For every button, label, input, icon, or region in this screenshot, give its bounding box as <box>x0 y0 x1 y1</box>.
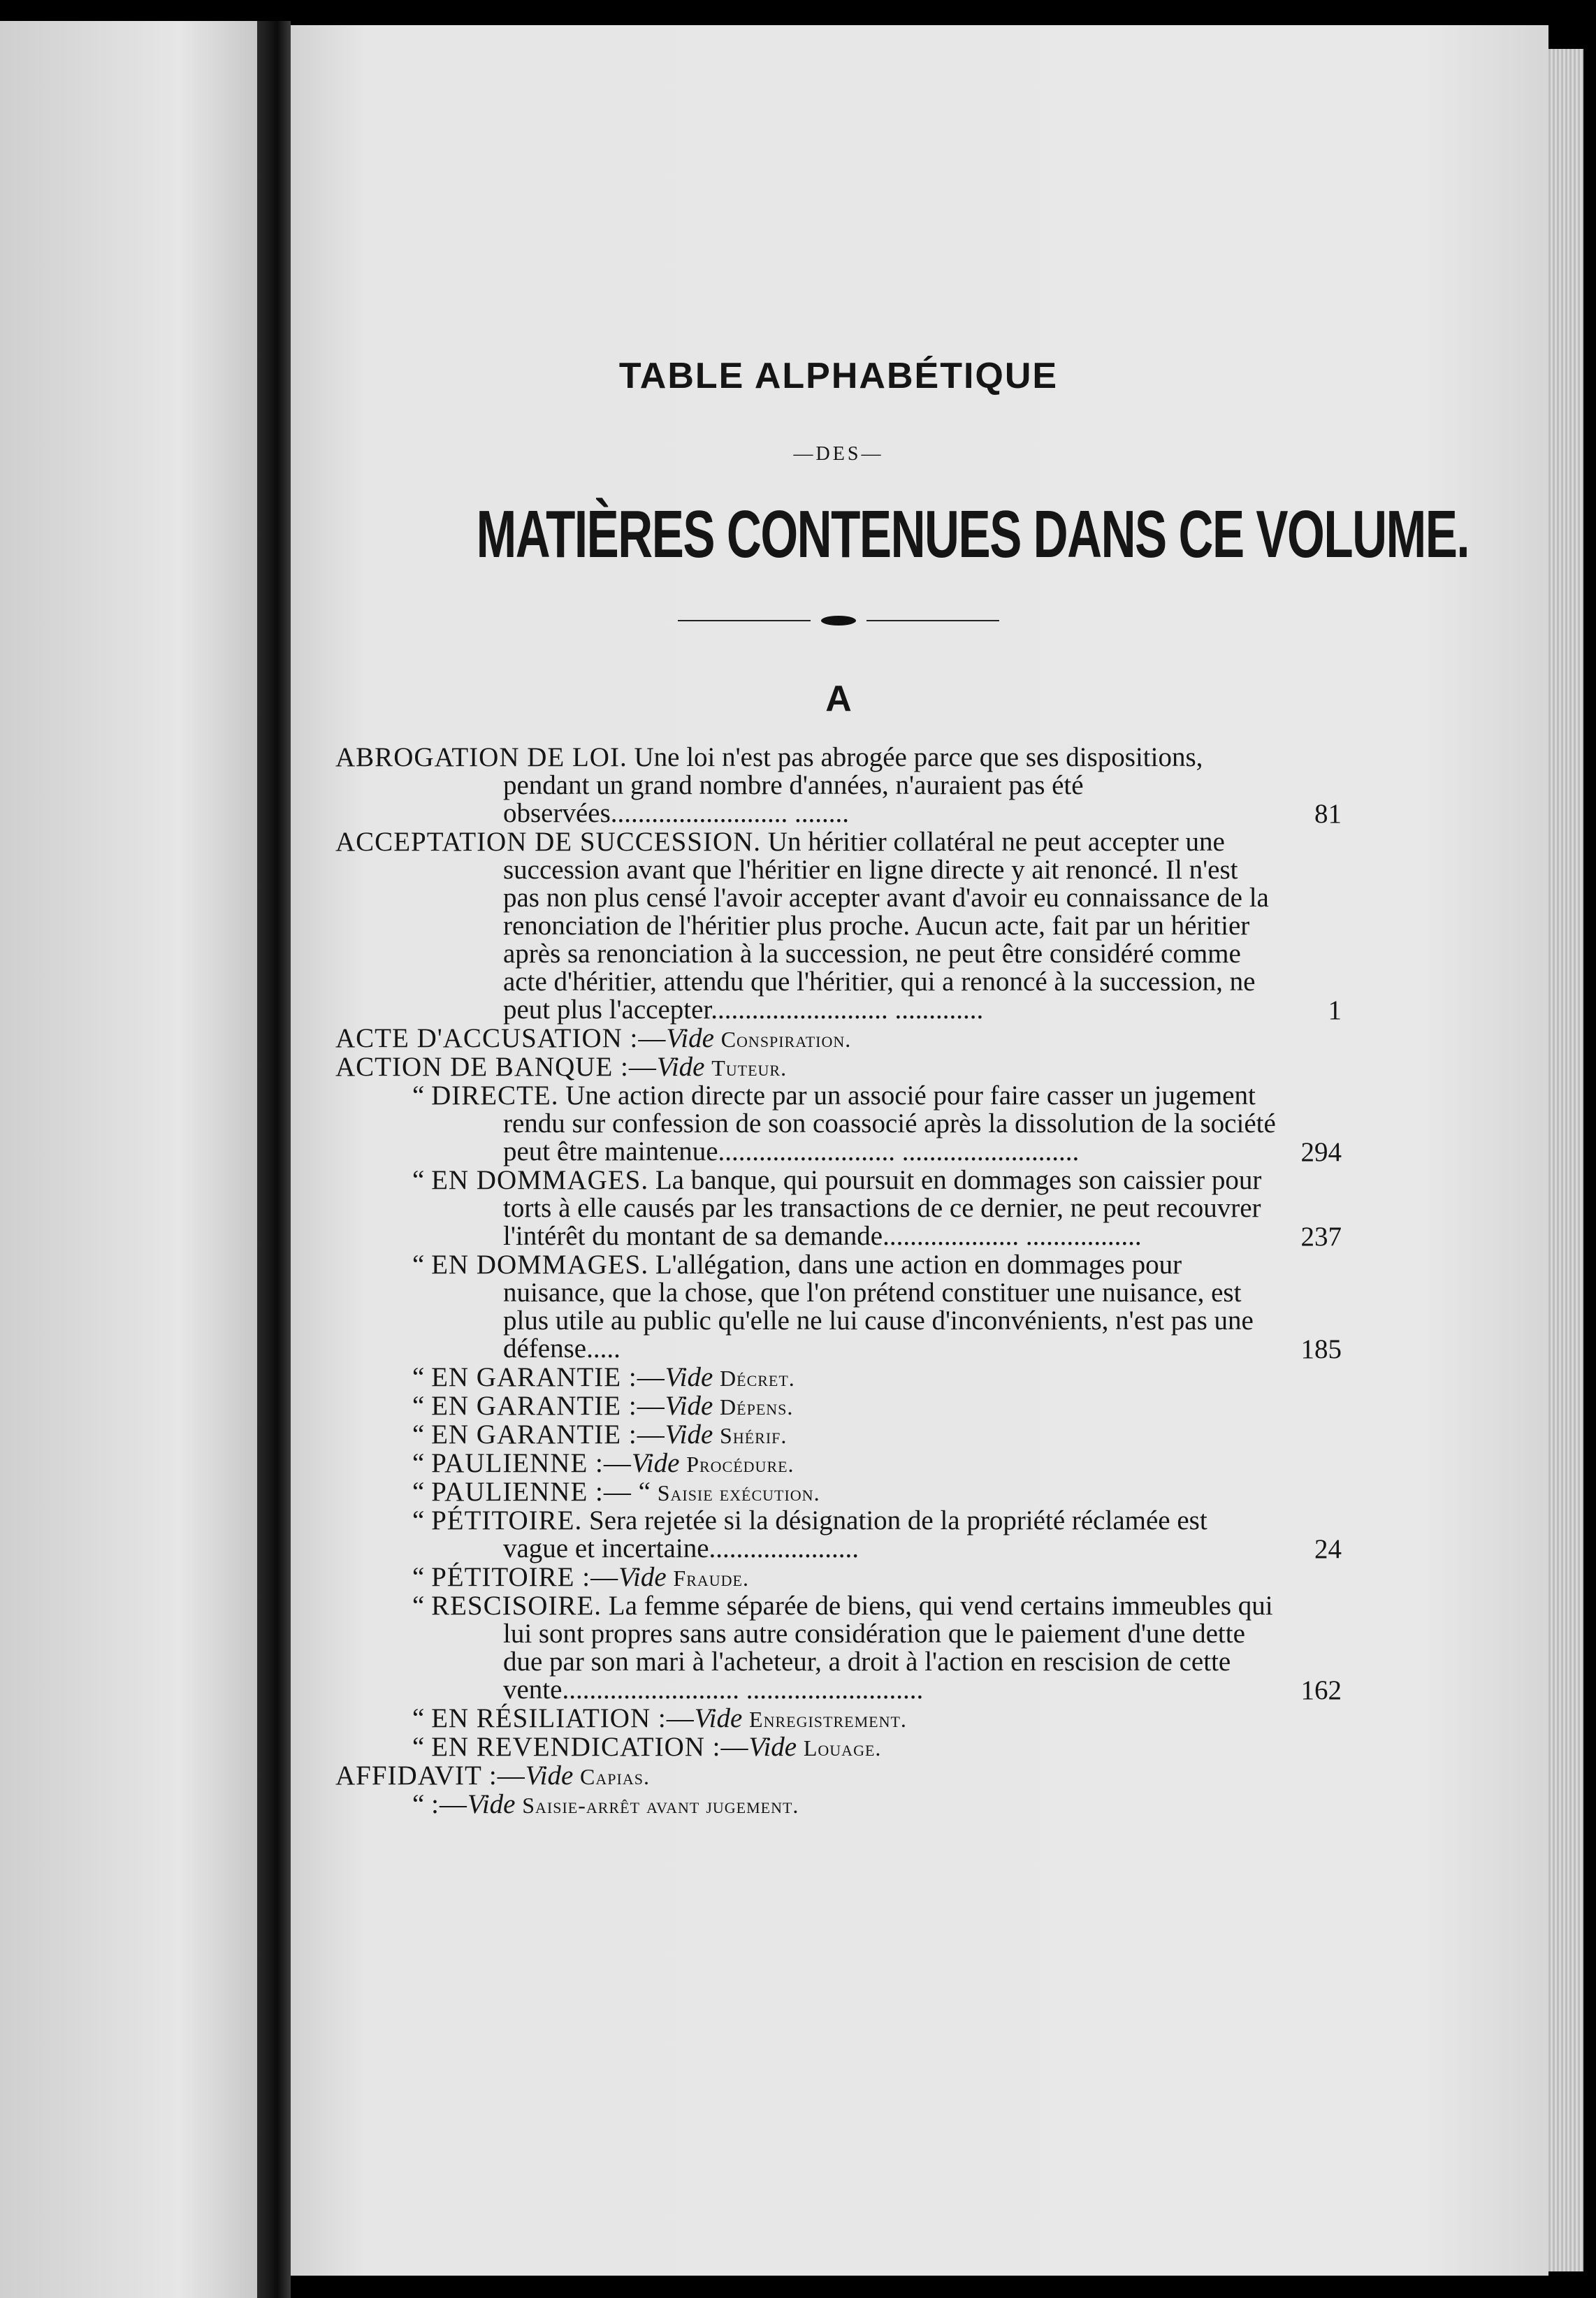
entry-heading: PÉTITOIRE :— <box>431 1562 619 1592</box>
entry-description: La banque, qui poursuit en dommages son caissier pour torts à elle causés par les transactions de ce dernier, ne peut recouvrer l'intérêt du montant de sa demande.................... ................. <box>503 1165 1262 1251</box>
index-entry-text <box>335 1364 1279 1392</box>
entry-ditto-mark: “ <box>412 1505 425 1535</box>
entry-page-number: 294 <box>1300 1137 1342 1167</box>
entry-ditto-mark: “ <box>412 1362 425 1392</box>
entry-heading: DIRECTE. <box>431 1081 559 1111</box>
entry-ditto-mark: “ <box>412 1477 425 1507</box>
entry-heading: AFFIDAVIT :— <box>335 1761 525 1791</box>
entry-see-also: Vide <box>694 1703 743 1733</box>
index-entry-text <box>335 1733 1279 1762</box>
entry-reference: Saisie exécution. <box>657 1480 820 1505</box>
entry-description: Une loi n'est pas abrogée parce que ses dispositions, pendant un grand nombre d'années, n'auraient pas été observées.......................... ........ <box>503 742 1203 828</box>
entry-description: “ <box>631 1477 658 1507</box>
index-entry <box>335 1705 1342 1733</box>
entry-description: Sera rejetée si la désignation de la propriété réclamée est vague et incertaine...................... <box>503 1505 1207 1563</box>
entry-heading: PAULIENNE :— <box>431 1477 632 1507</box>
entry-ditto-mark: “ <box>412 1591 425 1621</box>
entry-see-also: Vide <box>525 1761 574 1791</box>
index-entry <box>335 1364 1342 1392</box>
index-entry <box>335 1450 1342 1478</box>
entry-page-number: 81 <box>1314 799 1342 829</box>
entry-reference: Décret. <box>720 1366 795 1391</box>
index-entry <box>335 1762 1342 1791</box>
index-title: TABLE ALPHABÉTIQUE <box>618 356 1059 396</box>
index-subtitle: MATIÈRES CONTENUES DANS CE VOLUME. <box>476 497 1470 572</box>
entry-reference: Fraude. <box>673 1566 749 1591</box>
index-entry <box>335 1478 1342 1507</box>
entry-page-number: 1 <box>1328 995 1342 1025</box>
index-entry <box>335 1392 1342 1421</box>
index-entry <box>335 1791 1342 1819</box>
index-entry <box>335 1082 1342 1166</box>
entry-see-also: Vide <box>618 1562 667 1592</box>
entry-description: La femme séparée de biens, qui vend certains immeubles qui lui sont propres sans autre considération que le paiement d'une dette due par son mari à l'acheteur, a droit à l'action en rescision de cette vente.......................... .......................... <box>503 1591 1273 1705</box>
entry-see-also: Vide <box>656 1052 705 1082</box>
index-entry <box>335 1025 1342 1053</box>
entry-see-also: Vide <box>631 1448 680 1478</box>
entry-ditto-mark: “ <box>412 1562 425 1592</box>
entry-page-number: 185 <box>1300 1334 1342 1364</box>
entry-description: L'allégation, dans une action en dommages pour nuisance, que la chose, que l'on prétend constituer une nuisance, est plus utile au public qu'elle ne lui cause d'inconvénients, n'est pas une défense..... <box>503 1250 1254 1364</box>
index-entry-text <box>335 1450 1279 1478</box>
entry-heading: EN REVENDICATION :— <box>431 1732 749 1762</box>
entry-heading: EN DOMMAGES. <box>431 1250 649 1280</box>
index-entry-text <box>335 1791 1279 1819</box>
entry-reference: Tuteur. <box>711 1055 788 1081</box>
left-page <box>0 21 257 2298</box>
index-entry-text <box>335 1166 1279 1251</box>
entry-page-number: 162 <box>1300 1675 1342 1705</box>
index-entry <box>335 828 1342 1025</box>
entry-reference: Saisie-arrêt avant jugement. <box>522 1793 799 1818</box>
index-entry <box>335 1507 1342 1563</box>
entry-ditto-mark: “ <box>412 1081 425 1111</box>
entry-reference: Enregistrement. <box>749 1707 907 1732</box>
entry-see-also: Vide <box>467 1789 516 1819</box>
entry-reference: Capias. <box>580 1764 650 1789</box>
entry-heading: EN GARANTIE :— <box>431 1391 665 1421</box>
entry-reference: Procédure. <box>686 1452 795 1477</box>
entry-heading: ACTE D'ACCUSATION :— <box>335 1023 667 1053</box>
section-letter: A <box>825 679 852 719</box>
index-entry-text <box>335 1478 1279 1507</box>
index-entry <box>335 1592 1342 1705</box>
index-title-connector: —DES— <box>793 443 884 465</box>
index-entry <box>335 1166 1342 1251</box>
entry-ditto-mark: “ <box>412 1732 425 1762</box>
index-entry <box>335 1563 1342 1592</box>
index-entry-text <box>335 1705 1279 1733</box>
entry-reference: Shérif. <box>720 1423 788 1448</box>
entry-ditto-mark: “ <box>412 1703 425 1733</box>
entry-see-also: Vide <box>748 1732 797 1762</box>
entry-heading: RESCISOIRE. <box>431 1591 602 1621</box>
entry-ditto-mark: “ <box>412 1250 425 1280</box>
index-entry <box>335 1733 1342 1762</box>
index-entry-text <box>335 1421 1279 1450</box>
entry-reference: Dépens. <box>720 1394 794 1419</box>
entry-heading: PAULIENNE :— <box>431 1448 632 1478</box>
index-entry <box>335 1251 1342 1364</box>
entry-reference: Louage. <box>803 1735 882 1761</box>
entry-see-also: Vide <box>665 1362 713 1392</box>
index-entry <box>335 1053 1342 1082</box>
entry-heading: EN RÉSILIATION :— <box>431 1703 695 1733</box>
entry-description: Un héritier collatéral ne peut accepter une succession avant que l'héritier en ligne directe y ait renoncé. Il n'est pas non plus censé l'avoir accepter avant d'avoir eu connaissance de la renonciation de l'héritier plus proche. Aucun acte, fait par un héritier après sa renonciation à la succession, ne peut être considéré comme acte d'héritier, attendu que l'héritier, qui a renoncé à la succession, ne peut plus l'accepter.......................... ............. <box>503 827 1269 1025</box>
entry-page-number: 24 <box>1314 1534 1342 1564</box>
entry-ditto-mark: “ <box>412 1165 425 1195</box>
index-entry <box>335 744 1342 828</box>
entry-heading: EN GARANTIE :— <box>431 1419 665 1450</box>
index-entry-text <box>335 1563 1279 1592</box>
entry-heading: PÉTITOIRE. <box>431 1505 583 1535</box>
entry-heading: ABROGATION DE LOI. <box>335 742 627 772</box>
index-entry-text <box>335 744 1279 828</box>
entry-reference: Conspiration. <box>720 1027 852 1052</box>
entry-heading: ACTION DE BANQUE :— <box>335 1052 657 1082</box>
entry-see-also: Vide <box>666 1023 714 1053</box>
entry-heading: ACCEPTATION DE SUCCESSION. <box>335 827 762 857</box>
entry-ditto-mark: “ <box>412 1391 425 1421</box>
entry-ditto-mark: “ <box>412 1789 425 1819</box>
entry-description: Une action directe par un associé pour faire casser un jugement rendu sur confession de son coassocié après la dissolution de la société peut être maintenue.......................... .......................... <box>503 1081 1276 1166</box>
entry-see-also: Vide <box>665 1391 713 1421</box>
ornament-divider-icon <box>678 614 999 628</box>
entry-heading: EN DOMMAGES. <box>431 1165 649 1195</box>
index-entry-text <box>335 1025 1279 1053</box>
index-entry-text <box>335 828 1279 1025</box>
book-gutter <box>257 21 291 2298</box>
index-entry-text <box>335 1392 1279 1421</box>
entry-page-number: 237 <box>1300 1222 1342 1252</box>
index-entry-text <box>335 1592 1279 1705</box>
index-entry-text <box>335 1053 1279 1082</box>
index-entry-text <box>335 1507 1279 1563</box>
index-entry-text <box>335 1082 1279 1166</box>
index-entry-text <box>335 1251 1279 1364</box>
index-page-content <box>335 335 1470 1819</box>
page-edge <box>1548 49 1583 2271</box>
entry-heading: EN GARANTIE :— <box>431 1362 665 1392</box>
entry-see-also: Vide <box>665 1419 713 1450</box>
entry-ditto-mark: “ <box>412 1448 425 1478</box>
index-entry <box>335 1421 1342 1450</box>
entry-heading: :— <box>431 1789 467 1819</box>
index-entry-text <box>335 1762 1279 1791</box>
index-entries <box>335 744 1342 1819</box>
entry-ditto-mark: “ <box>412 1419 425 1450</box>
